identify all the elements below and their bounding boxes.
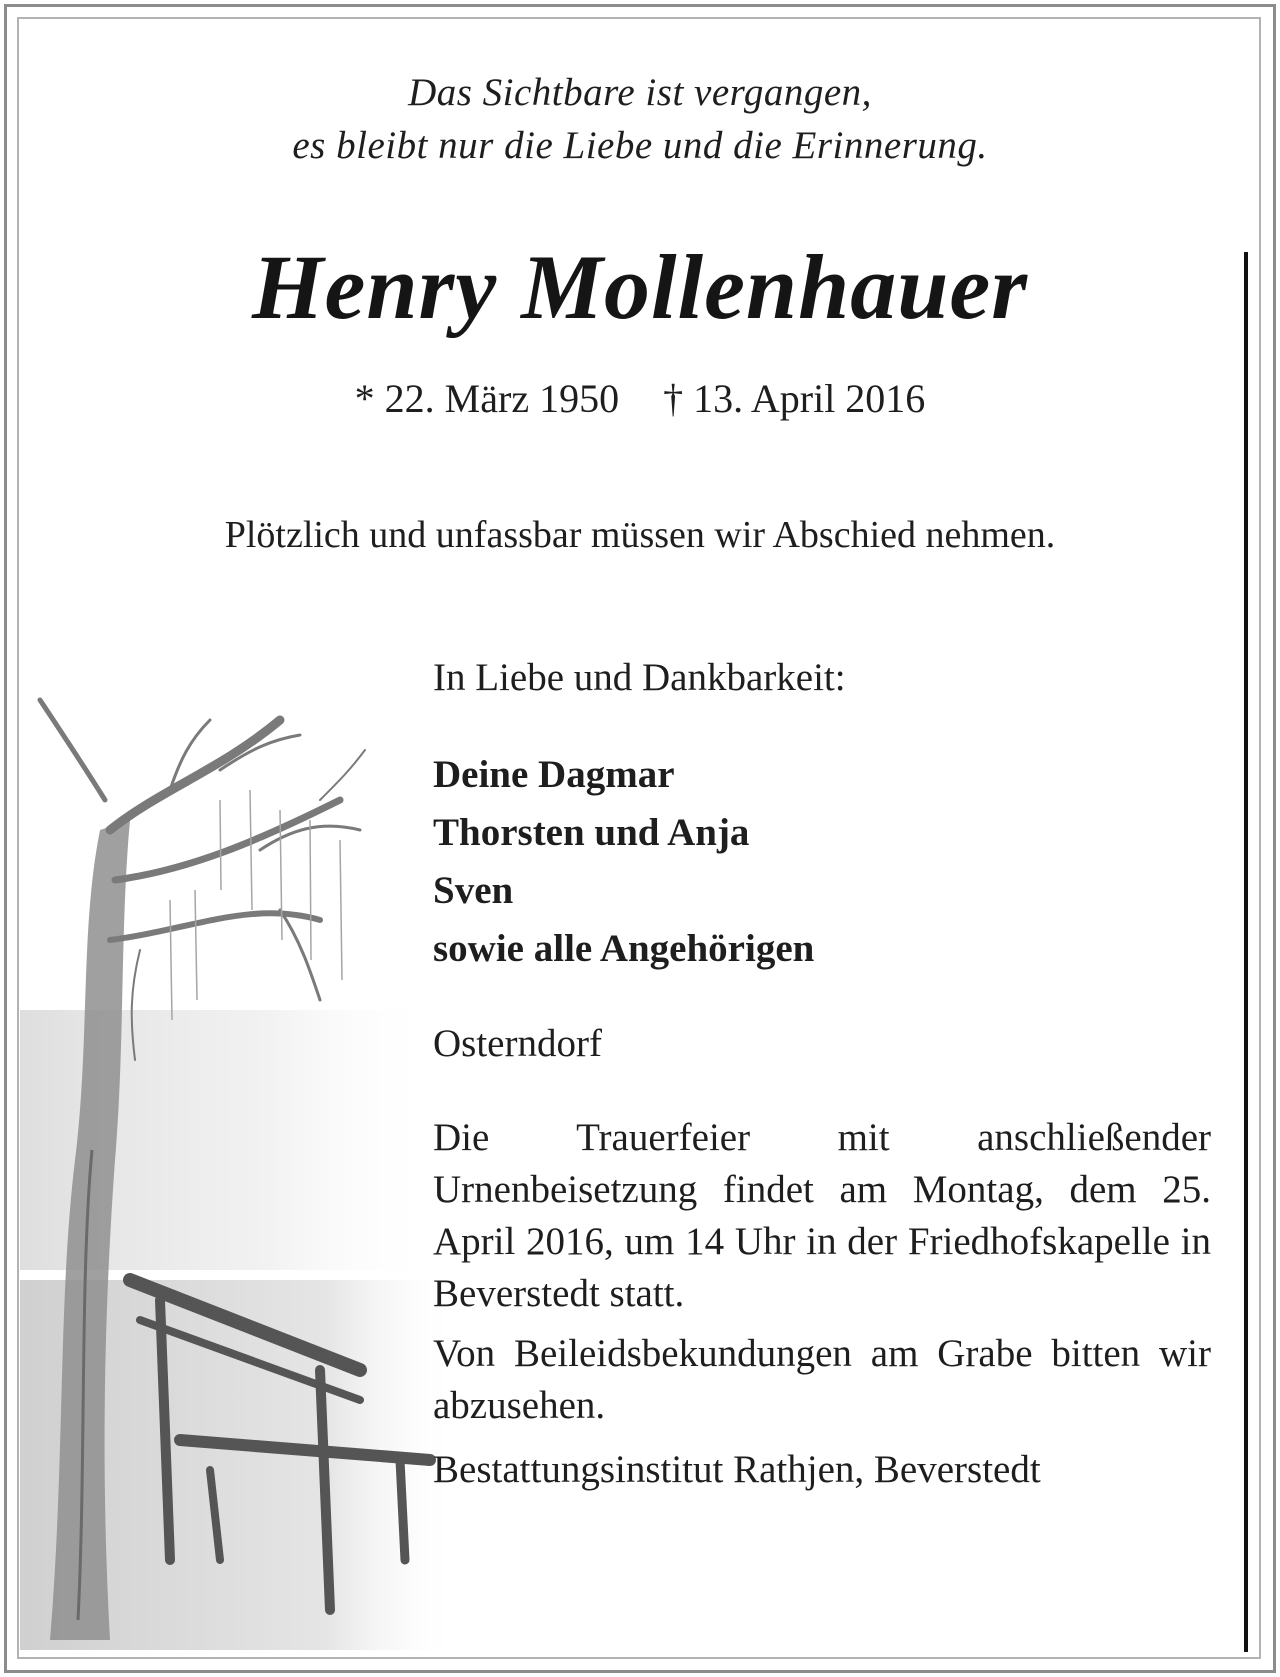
- motto-line-1: Das Sichtbare ist vergangen,: [408, 71, 872, 114]
- dedication-line: In Liebe und Dankbarkeit:: [433, 656, 846, 699]
- condolence-notice: Von Beileidsbekundungen am Grabe bitten wir abzusehen.: [433, 1332, 1211, 1427]
- motto-verse: [0, 66, 1280, 172]
- vertical-rule: [1244, 252, 1248, 1652]
- birth-date: * 22. März 1950: [354, 376, 620, 421]
- mourner-name: Thorsten und Anja: [433, 811, 750, 854]
- funeral-home: Bestattungsinstitut Rathjen, Beverstedt: [433, 1448, 1041, 1491]
- tree-bench-illustration: [20, 680, 460, 1650]
- obituary-body: [433, 652, 1211, 1496]
- motto-line-2: es bleibt nur die Liebe und die Erinnerung.: [292, 124, 988, 167]
- death-date: † 13. April 2016: [663, 376, 926, 421]
- mourner-name: Deine Dagmar: [433, 753, 675, 796]
- deceased-name: Henry Mollenhauer: [251, 236, 1029, 338]
- life-dates: [0, 374, 1280, 424]
- mourner-name: Sven: [433, 869, 514, 912]
- funeral-notice: Die Trauerfeier mit anschließender Urnenbeisetzung findet am Montag, dem 25. April 2016, um 14 Uhr in der Friedhofskapelle in Beverstedt statt.: [433, 1116, 1211, 1315]
- intro-statement: Plötzlich und unfassbar müssen wir Abschied nehmen.: [224, 514, 1056, 556]
- mourners-list: [433, 746, 1211, 978]
- mourner-name: sowie alle Angehörigen: [433, 927, 815, 970]
- place-name: Osterndorf: [433, 1022, 602, 1065]
